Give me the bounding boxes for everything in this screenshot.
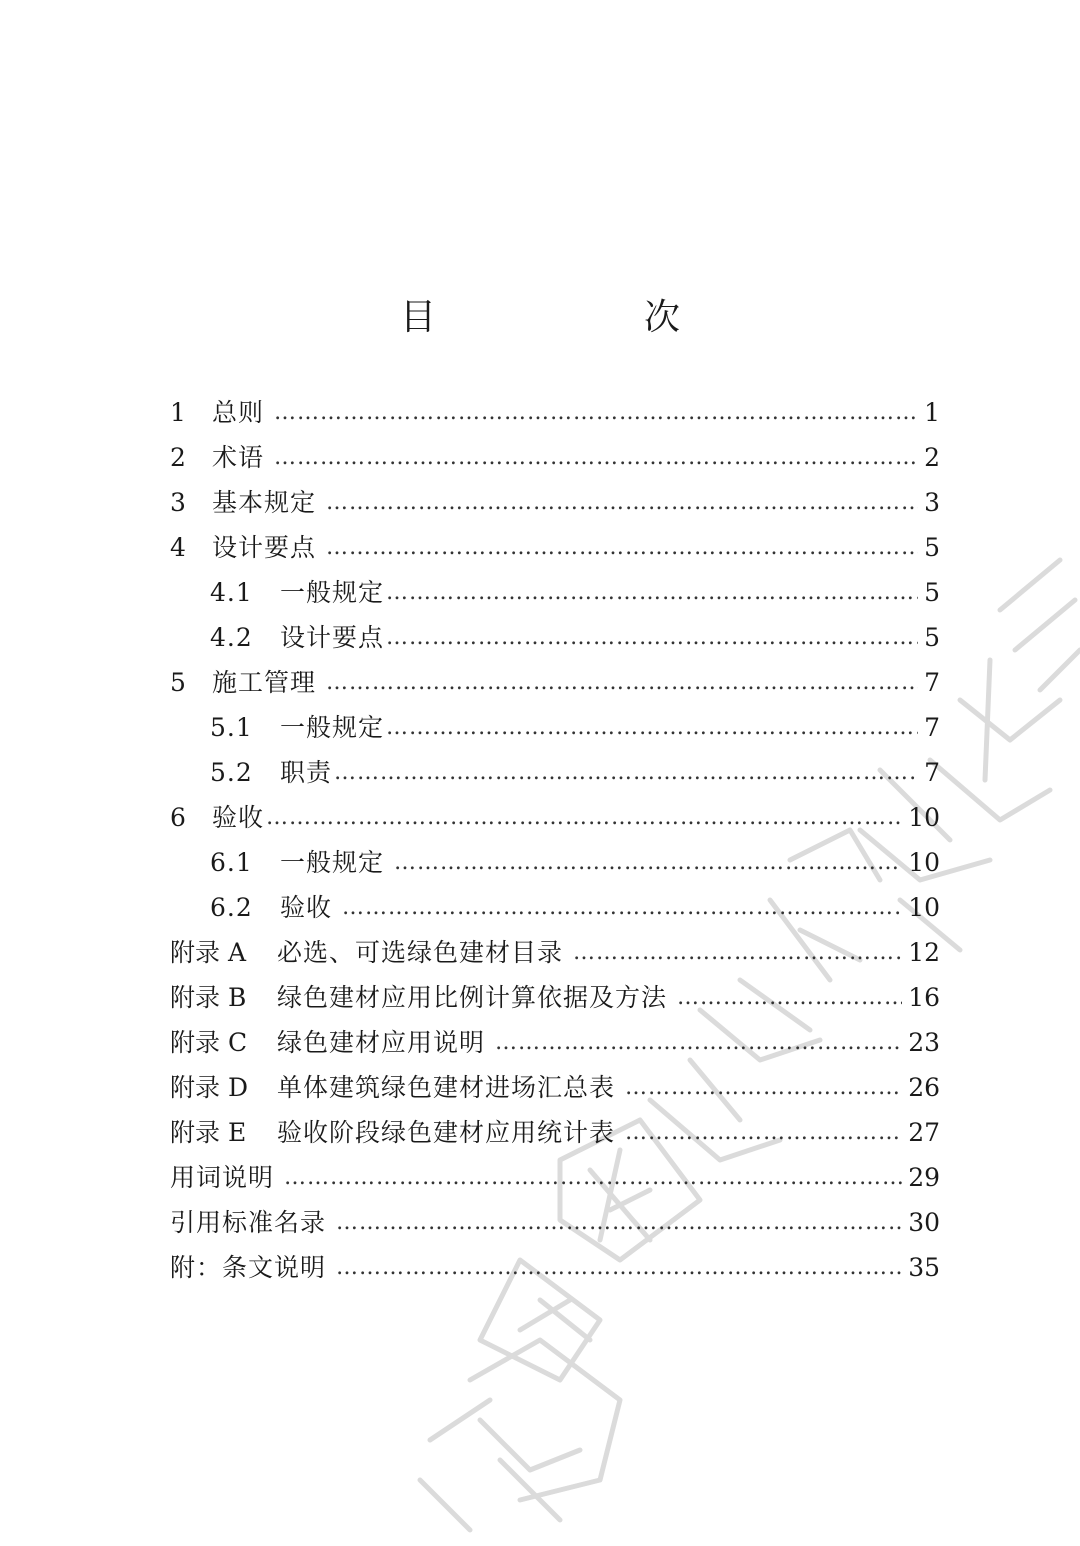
toc-entry-number: 附录 C: [170, 1028, 248, 1057]
toc-entry-4-2[interactable]: [170, 615, 940, 660]
dot-leader: [274, 435, 918, 480]
toc-entry-title: 单体建筑绿色建材进场汇总表: [277, 1073, 616, 1102]
dot-leader: [266, 795, 902, 840]
dot-leader: [326, 660, 918, 705]
dot-leader: [342, 885, 902, 930]
page-title: 目 次: [399, 297, 766, 338]
toc-entry-number: 附录 B: [170, 983, 247, 1012]
toc-entry-title: 总则: [212, 398, 265, 427]
toc-entry-page: 3: [924, 488, 940, 517]
toc-entry-title: 验收: [280, 893, 333, 922]
toc-entry-page: 10: [908, 893, 940, 922]
toc-entry-title: 一般规定: [280, 713, 385, 742]
toc-entry-5[interactable]: [170, 660, 940, 705]
toc-entry-appendix-d[interactable]: [170, 1065, 940, 1110]
toc-entry-title: 职责: [280, 758, 333, 787]
toc-entry-appendix-a[interactable]: [170, 930, 940, 975]
toc-entry-title: 一般规定: [280, 848, 385, 877]
toc-entry-number: 4: [170, 533, 186, 562]
toc-entry-explanation[interactable]: [170, 1245, 940, 1290]
toc-entry-2[interactable]: [170, 435, 940, 480]
toc-entry-appendix-e[interactable]: [170, 1110, 940, 1155]
toc-entry-wording[interactable]: [170, 1155, 940, 1200]
toc-entry-4[interactable]: [170, 525, 940, 570]
dot-leader: [334, 750, 918, 795]
toc-entry-6-2[interactable]: [170, 885, 940, 930]
dot-leader: [326, 525, 918, 570]
toc-entry-title: 术语: [212, 443, 265, 472]
toc-entry-number: 6.1: [210, 848, 253, 877]
toc-entry-5-1[interactable]: [170, 705, 940, 750]
toc-entry-title: 绿色建材应用比例计算依据及方法: [277, 983, 668, 1012]
toc-entry-page: 35: [908, 1253, 940, 1282]
toc-entry-title: 验收: [212, 803, 265, 832]
dot-leader: [284, 1155, 902, 1200]
toc-entry-number: 4.2: [210, 623, 253, 652]
toc-entry-title: 基本规定: [212, 488, 317, 517]
toc-entry-number: 4.1: [210, 578, 253, 607]
toc-entry-number: 附录 A: [170, 938, 247, 967]
toc-entry-number: 6.2: [210, 893, 253, 922]
toc-entry-title: 验收阶段绿色建材应用统计表: [277, 1118, 616, 1147]
toc-entry-number: 2: [170, 443, 186, 472]
toc-entry-title: 引用标准名录: [170, 1208, 327, 1237]
toc-entry-page: 10: [908, 848, 940, 877]
toc-entry-title: 设计要点: [212, 533, 317, 562]
toc-entry-page: 12: [908, 938, 940, 967]
toc-entry-title: 设计要点: [280, 623, 385, 652]
toc-entry-number: 附录 E: [170, 1118, 247, 1147]
toc-entry-page: 5: [924, 578, 940, 607]
toc-entry-title: 施工管理: [212, 668, 317, 697]
toc-entry-title: 附：条文说明: [170, 1253, 327, 1282]
dot-leader: [677, 975, 902, 1020]
dot-leader: [394, 840, 902, 885]
toc-entry-page: 23: [908, 1028, 940, 1057]
toc-entry-page: 1: [924, 398, 940, 427]
toc-entry-page: 26: [908, 1073, 940, 1102]
toc-entry-title: 绿色建材应用说明: [277, 1028, 486, 1057]
toc-entry-page: 7: [924, 668, 940, 697]
toc-entry-page: 16: [908, 983, 940, 1012]
toc-entry-page: 30: [908, 1208, 940, 1237]
table-of-contents: [170, 390, 940, 1290]
toc-entry-title: 一般规定: [280, 578, 385, 607]
dot-leader: [386, 705, 918, 750]
toc-entry-number: 3: [170, 488, 186, 517]
toc-entry-1[interactable]: [170, 390, 940, 435]
toc-entry-number: 5.2: [210, 758, 253, 787]
dot-leader: [625, 1110, 902, 1155]
toc-entry-number: 5.1: [210, 713, 253, 742]
toc-entry-number: 5: [170, 668, 186, 697]
toc-entry-page: 10: [908, 803, 940, 832]
dot-leader: [625, 1065, 902, 1110]
dot-leader: [326, 480, 918, 525]
dot-leader: [336, 1200, 902, 1245]
toc-entry-page: 7: [924, 713, 940, 742]
toc-entry-6[interactable]: [170, 795, 940, 840]
dot-leader: [386, 615, 918, 660]
toc-entry-references[interactable]: [170, 1200, 940, 1245]
toc-entry-3[interactable]: [170, 480, 940, 525]
toc-entry-appendix-c[interactable]: [170, 1020, 940, 1065]
toc-entry-page: 5: [924, 533, 940, 562]
toc-entry-page: 2: [924, 443, 940, 472]
toc-entry-page: 5: [924, 623, 940, 652]
dot-leader: [495, 1020, 902, 1065]
toc-entry-5-2[interactable]: [170, 750, 940, 795]
toc-entry-appendix-b[interactable]: [170, 975, 940, 1020]
toc-entry-title: 用词说明: [170, 1163, 275, 1192]
toc-entry-page: 29: [908, 1163, 940, 1192]
dot-leader: [336, 1245, 902, 1290]
toc-entry-page: 27: [908, 1118, 940, 1147]
toc-entry-number: 1: [170, 398, 186, 427]
dot-leader: [573, 930, 902, 975]
toc-entry-4-1[interactable]: [170, 570, 940, 615]
toc-entry-title: 必选、可选绿色建材目录: [277, 938, 564, 967]
toc-entry-number: 附录 D: [170, 1073, 248, 1102]
toc-entry-number: 6: [170, 803, 186, 832]
dot-leader: [386, 570, 918, 615]
dot-leader: [274, 390, 918, 435]
toc-entry-page: 7: [924, 758, 940, 787]
toc-entry-6-1[interactable]: [170, 840, 940, 885]
